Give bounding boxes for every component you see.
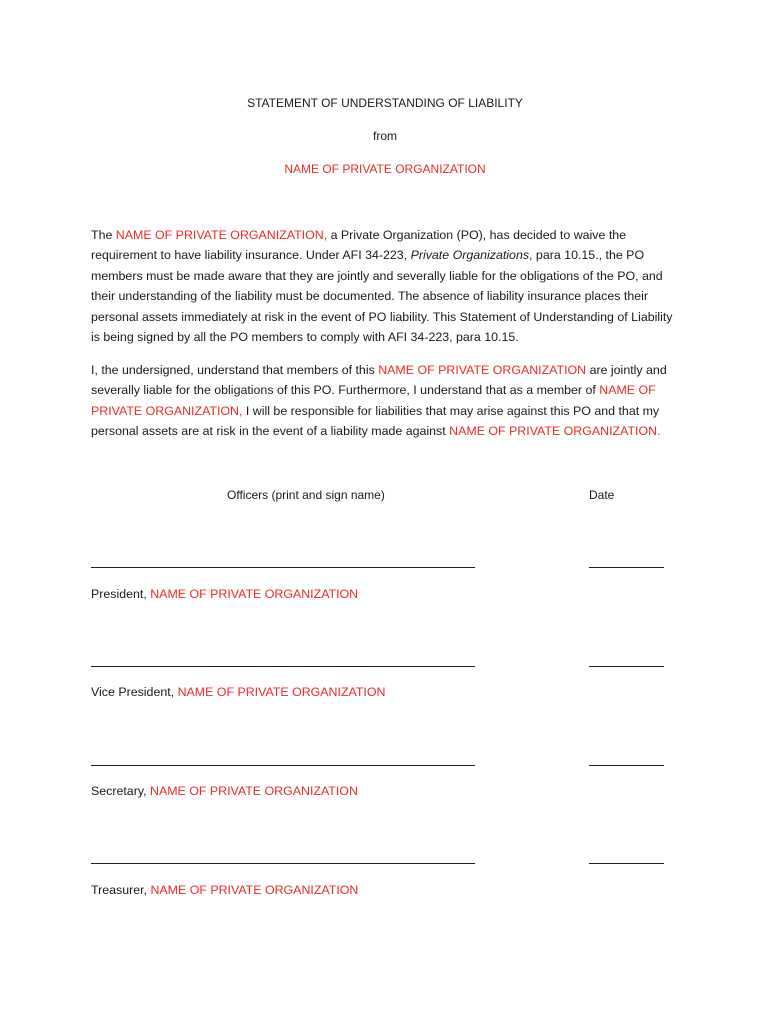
role-label: Vice President, [91,685,178,699]
org-name-placeholder: NAME OF PRIVATE ORGANIZATION [177,685,386,699]
signature-line[interactable] [91,666,475,667]
paragraph-waiver [91,225,681,347]
org-name-placeholder: NAME OF PRIVATE ORGANIZATION, [91,383,656,418]
date-line[interactable] [589,765,664,766]
italic-title: Private Organizations [410,248,530,263]
org-name-placeholder: NAME OF PRIVATE ORGANIZATION. [449,424,661,439]
paragraph-text: a Private Organization (PO), has decided to waive the requirement to have liability insurance. Under AFI 34-223, [91,228,627,263]
org-name-placeholder: NAME OF PRIVATE ORGANIZATION [378,363,587,377]
paragraph-text: , para 10.15., the PO members must be made aware that they are jointly and severally liable for the obligations of the PO, and their understanding of the liability must be documented. The absence of liability insurance places their personal assets immediately at risk in the event of PO liability. This Statement of Understanding of Liability is being signed by all the PO members to comply with AFI 34-223, para 10.15. [91,248,673,345]
org-name-header: NAME OF PRIVATE ORGANIZATION [284,162,486,176]
role-label: Treasurer, [91,883,151,897]
org-name-placeholder: NAME OF PRIVATE ORGANIZATION [150,883,359,897]
org-name-placeholder: NAME OF PRIVATE ORGANIZATION [150,587,359,601]
document-title: STATEMENT OF UNDERSTANDING OF LIABILITY [247,96,523,110]
paragraph-text: I will be responsible for liabilities that may arise against this PO and that my personal assets are at risk in the event of a liability made against [91,403,660,439]
signature-line[interactable] [91,567,475,568]
date-line[interactable] [589,666,664,667]
paragraph-text: The [91,228,116,242]
date-header: Date [589,488,615,502]
role-label: Secretary, [91,784,150,798]
paragraph-acknowledgement [91,360,681,442]
org-name-placeholder: NAME OF PRIVATE ORGANIZATION [150,784,358,798]
officer-role-treasurer [91,883,358,897]
officers-header: Officers (print and sign name) [227,488,385,502]
signature-line[interactable] [91,765,475,766]
paragraph-text: I, the undersigned, understand that members of this [91,363,379,377]
from-label: from [373,129,397,143]
date-line[interactable] [589,863,664,864]
org-name-placeholder: NAME OF PRIVATE ORGANIZATION, [115,228,328,242]
officer-role-secretary [91,784,358,798]
officer-role-president [91,587,358,601]
date-line[interactable] [589,567,664,568]
signature-line[interactable] [91,863,475,864]
paragraph-text: are jointly and severally liable for the obligations of this PO. Furthermore, I understand that as a member of [91,363,667,398]
officer-role-vice-president [91,685,385,699]
role-label: President, [91,587,151,601]
